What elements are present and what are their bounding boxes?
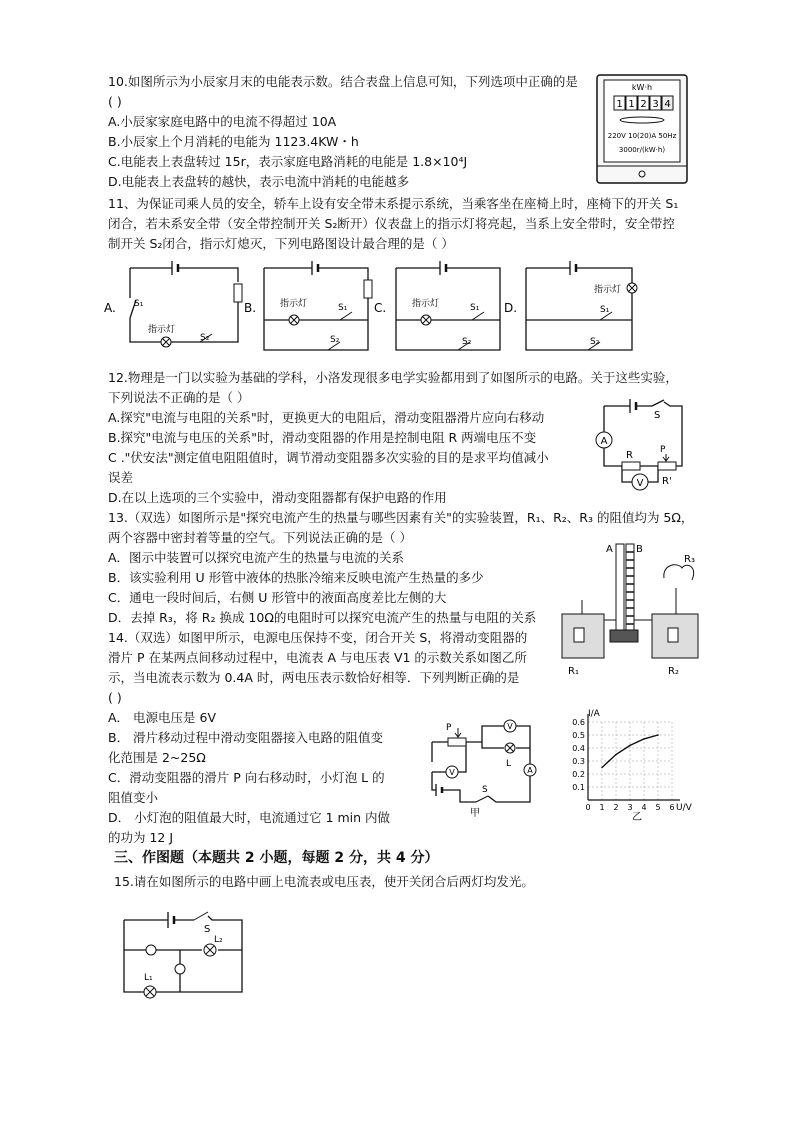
- q14-circuit-jia: [426, 712, 550, 820]
- figure-label: L₁: [144, 973, 153, 983]
- figure-label: R₁: [568, 666, 579, 677]
- q14-option-d2: 的功为 12 J: [108, 830, 174, 845]
- figure-label: L: [506, 759, 512, 769]
- meter-spec: 220V 10(20)A 50Hz: [607, 132, 677, 140]
- chart-point: [643, 738, 645, 740]
- q11-line3: 制开关 S₂闭合，指示灯熄灭，下列电路图设计最合理的是（ ）: [108, 236, 454, 251]
- q13-apparatus: [552, 538, 712, 676]
- chart-x-tick: 0: [585, 803, 591, 812]
- figure-label: R: [626, 450, 633, 461]
- figure-label: 指示灯: [412, 299, 440, 309]
- figure-label: S: [204, 924, 211, 935]
- q11-circuit-options: [100, 256, 660, 360]
- chart-point: [615, 754, 617, 756]
- chart-x-tick: 2: [613, 803, 619, 812]
- q12-line2: 下列说法不正确的是（ ）: [108, 390, 250, 405]
- figure-label: S₂: [330, 335, 340, 345]
- q13-option-d: D．去掉 R₃，将 R₂ 换成 10Ω的电阻时可以探究电流产生的热量与电阻的关系: [108, 610, 537, 625]
- figure-label: 甲: [470, 808, 480, 819]
- q11-label-a: A.: [104, 301, 116, 315]
- meter-digit: 1: [616, 99, 623, 110]
- figure-label: V: [449, 768, 455, 777]
- q13-option-c: C．通电一段时间后，右侧 U 形管中的液面高度差比左侧的大: [108, 590, 447, 605]
- meter-digit: 3: [652, 99, 659, 110]
- q10-stem: 10.如图所示为小辰家月末的电能表示数。结合表盘上信息可知，下列选项中正确的是: [108, 74, 578, 89]
- chart-x-tick: 3: [627, 803, 633, 812]
- meter-digit: 2: [640, 99, 647, 110]
- q14-option-a: A． 电源电压是 6V: [108, 710, 217, 725]
- q13-option-b: B．该实验利用 U 形管中液体的热胀冷缩来反映电流产生热量的多少: [108, 570, 484, 585]
- q14-paren: ( ): [108, 690, 122, 705]
- q14-option-c2: 阻值变小: [108, 790, 159, 805]
- figure-label: V: [636, 478, 644, 489]
- figure-label: S₂: [200, 333, 210, 343]
- q14-line1: 14.（双选）如图甲所示，电源电压保持不变，闭合开关 S，将滑动变阻器的: [108, 630, 528, 645]
- section3-title: 三、作图题（本题共 2 小题，每题 2 分，共 4 分）: [114, 850, 439, 866]
- chart-x-tick: 1: [599, 803, 605, 812]
- figure-label: S₂: [462, 337, 472, 347]
- q14-line2: 滑片 P 在某两点间移动过程中，电流表 A 与电压表 V1 的示数关系如图乙所: [108, 650, 527, 665]
- meter-digit: 1: [628, 99, 635, 110]
- chart-x-axis-label: U/V: [676, 803, 692, 813]
- chart-y-tick: 0.5: [572, 731, 585, 740]
- chart-y-tick: 0.3: [572, 757, 585, 766]
- q14-option-c1: C．滑动变阻器的滑片 P 向右移动时，小灯泡 L 的: [108, 770, 385, 785]
- q12-option-c1: C ."伏安法"测定值电阻阻值时，调节滑动变阻器多次实验的目的是求平均值减小: [108, 450, 549, 465]
- q13-line2: 两个容器中密封着等量的空气。下列说法正确的是（ ）: [108, 530, 412, 545]
- figure-label: B: [636, 544, 643, 555]
- figure-label: A: [606, 544, 613, 555]
- chart-x-tick: 4: [641, 803, 647, 812]
- q12-option-c2: 误差: [108, 470, 134, 485]
- figure-label: S₁: [338, 303, 348, 313]
- figure-label: S₂: [590, 337, 600, 347]
- figure-label: P: [446, 723, 452, 733]
- chart-x-tick: 6: [669, 803, 675, 812]
- meter-rate: 3000r/(kW·h): [618, 146, 666, 154]
- chart-y-tick: 0.4: [572, 744, 585, 753]
- chart-point: [608, 760, 610, 762]
- q14-chart-yi: [562, 704, 702, 824]
- figure-label: R₃: [684, 554, 695, 565]
- q15-circuit: [118, 900, 258, 1000]
- figure-label: 指示灯: [148, 325, 176, 335]
- chart-y-axis-label: I/A: [588, 709, 600, 719]
- chart-point: [629, 745, 631, 747]
- meter-digit: 4: [664, 99, 671, 110]
- q15-stem: 15.请在如图所示的电路中画上电流表或电压表，使开关闭合后两灯均发光。: [114, 874, 534, 889]
- figure-label: S₁: [134, 299, 144, 309]
- chart-point: [657, 734, 659, 736]
- figure-label: L₂: [214, 935, 223, 945]
- figure-label: P: [660, 445, 666, 455]
- q14-option-b1: B． 滑片移动过程中滑动变阻器接入电路的阻值变: [108, 730, 384, 745]
- figure-label: S: [654, 410, 661, 421]
- figure-label: 指示灯: [594, 285, 622, 295]
- q14-option-b2: 化范围是 2~25Ω: [108, 750, 206, 765]
- q12-circuit: [592, 396, 690, 496]
- figure-label: C.: [374, 301, 387, 315]
- q12-option-b: B.探究"电流与电压的关系"时，滑动变阻器的作用是控制电阻 R 两端电压不变: [108, 430, 537, 445]
- chart-y-tick: 0.1: [572, 783, 585, 792]
- q12-option-a: A.探究"电流与电阻的关系"时，更换更大的电阻后，滑动变阻器滑片应向右移动: [108, 410, 545, 425]
- q12-line1: 12.物理是一门以实验为基础的学科，小洛发现很多电学实验都用到了如图所示的电路。关于这些实验，: [108, 370, 678, 385]
- q12-option-d: D.在以上选项的三个实验中，滑动变阻器都有保护电路的作用: [108, 490, 447, 505]
- chart-y-tick: 0.6: [572, 718, 585, 727]
- figure-label: R': [662, 476, 672, 487]
- q10-paren: ( ): [108, 94, 122, 109]
- q14-line3: 示，当电流表示数为 0.4A 时，两电压表示数恰好相等．下列判断正确的是: [108, 670, 520, 685]
- q10-option-d: D.电能表上表盘转的越快，表示电流中消耗的电能越多: [108, 174, 410, 189]
- chart-point: [601, 767, 603, 769]
- meter-unit: kW·h: [631, 83, 653, 92]
- q13-option-a: A．图示中装置可以探究电流产生的热量与电流的关系: [108, 550, 405, 565]
- q10-energy-meter: [596, 74, 688, 184]
- figure-label: S: [482, 785, 488, 795]
- q11-line2: 闭合，若未系安全带（安全带控制开关 S₂断开）仪表盘上的指示灯将亮起，当系上安全带时，安全带控: [108, 216, 675, 231]
- figure-label: R₂: [668, 666, 679, 677]
- figure-label: V: [507, 722, 513, 731]
- q13-line1: 13.（双选）如图所示是"探究电流产生的热量与哪些因素有关"的实验装置，R₁、R₂、R₃ 的阻值均为 5Ω，: [108, 510, 694, 525]
- chart-caption: 乙: [632, 812, 642, 823]
- figure-label: A: [600, 436, 608, 447]
- figure-label: D.: [504, 301, 518, 315]
- q14-option-d1: D． 小灯泡的阻值最大时，电流通过它 1 min 内做: [108, 810, 391, 825]
- q10-option-b: B.小辰家上个月消耗的电能为 1123.4KW・h: [108, 134, 359, 149]
- chart-y-tick: 0.2: [572, 770, 585, 779]
- figure-label: 指示灯: [280, 299, 308, 309]
- figure-label: S₁: [600, 305, 610, 315]
- q10-option-a: A.小辰家家庭电路中的电流不得超过 10A: [108, 114, 337, 129]
- figure-label: B.: [244, 301, 257, 315]
- q10-option-c: C.电能表上表盘转过 15r，表示家庭电路消耗的电能是 1.8×10⁴J: [108, 154, 468, 169]
- chart-x-tick: 5: [655, 803, 661, 812]
- figure-label: S₁: [470, 303, 480, 313]
- figure-label: A: [527, 766, 533, 775]
- q11-line1: 11、为保证司乘人员的安全，轿车上设有安全带未系提示系统，当乘客坐在座椅上时，座椅下的开关 S₁: [108, 196, 679, 211]
